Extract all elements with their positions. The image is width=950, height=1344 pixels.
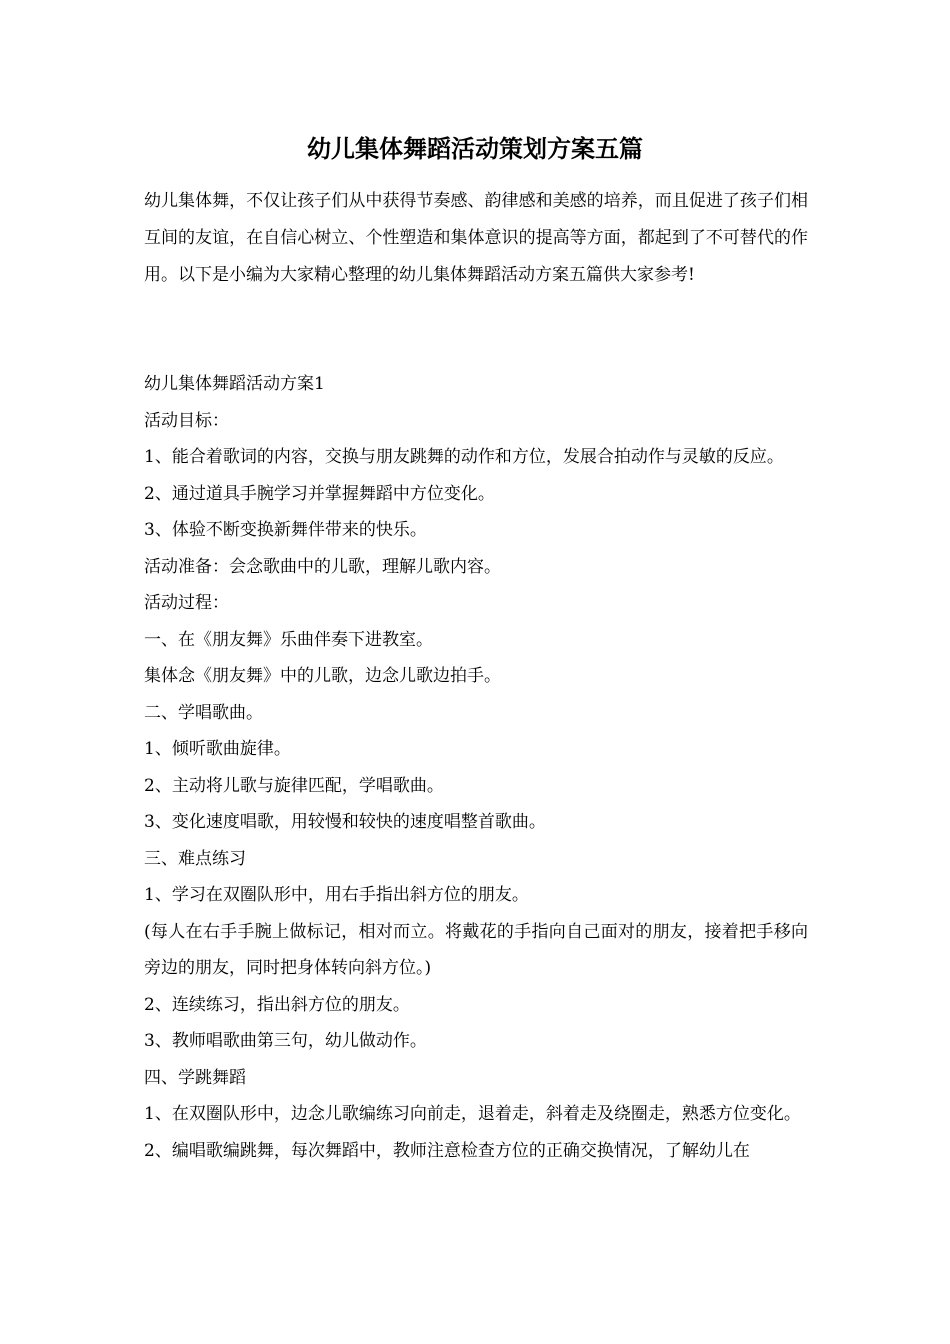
label-goals: 活动目标：: [144, 410, 229, 431]
paragraph: 三、难点练习: [144, 848, 246, 869]
paragraph: 2、通过道具手腕学习并掌握舞蹈中方位变化。: [144, 483, 495, 504]
paragraph: 1、能合着歌词的内容，交换与朋友跳舞的动作和方位，发展合拍动作与灵敏的反应。: [144, 447, 784, 467]
section-heading: 幼儿集体舞蹈活动方案1: [144, 374, 325, 394]
paragraph: 集体念《朋友舞》中的儿歌，边念儿歌边拍手。: [144, 666, 501, 686]
paragraph: 1、在双圈队形中，边念儿歌编练习向前走，退着走，斜着走及绕圈走，熟悉方位变化。: [144, 1104, 801, 1124]
document-title: 幼儿集体舞蹈活动策划方案五篇: [307, 135, 643, 163]
paragraph: 2、连续练习，指出斜方位的朋友。: [144, 994, 410, 1015]
paragraph: 1、倾听歌曲旋律。: [144, 739, 291, 759]
paragraph: (每人在右手手腕上做标记，相对而立。将戴花的手指向自己面对的朋友，接着把手移向旁边的朋友，同时把身体转向斜方位。): [144, 921, 808, 978]
label-process: 活动过程：: [144, 593, 229, 613]
paragraph: 3、教师唱歌曲第三句，幼儿做动作。: [144, 1031, 427, 1051]
paragraph: 2、编唱歌编跳舞，每次舞蹈中，教师注意检查方位的正确交换情况，了解幼儿在: [144, 1140, 750, 1161]
paragraph: 一、在《朋友舞》乐曲伴奏下进教室。: [144, 629, 433, 650]
paragraph: 活动准备：会念歌曲中的儿歌，理解儿歌内容。: [144, 556, 501, 577]
paragraph: 1、学习在双圈队形中，用右手指出斜方位的朋友。: [144, 885, 529, 905]
document-body: [144, 366, 808, 1169]
paragraph: 3、体验不断变换新舞伴带来的快乐。: [144, 520, 427, 540]
paragraph: 3、变化速度唱歌，用较慢和较快的速度唱整首歌曲。: [144, 812, 546, 832]
paragraph: 四、学跳舞蹈: [144, 1067, 246, 1088]
paragraph: 2、主动将儿歌与旋律匹配，学唱歌曲。: [144, 775, 444, 796]
intro-paragraph: 幼儿集体舞，不仅让孩子们从中获得节奏感、韵律感和美感的培养，而且促进了孩子们相互间的友谊，在自信心树立、个性塑造和集体意识的提高等方面，都起到了不可替代的作用。以下是小编为大家精心整理的幼儿集体舞蹈活动方案五篇供大家参考!: [144, 191, 808, 285]
paragraph: 二、学唱歌曲。: [144, 702, 263, 723]
